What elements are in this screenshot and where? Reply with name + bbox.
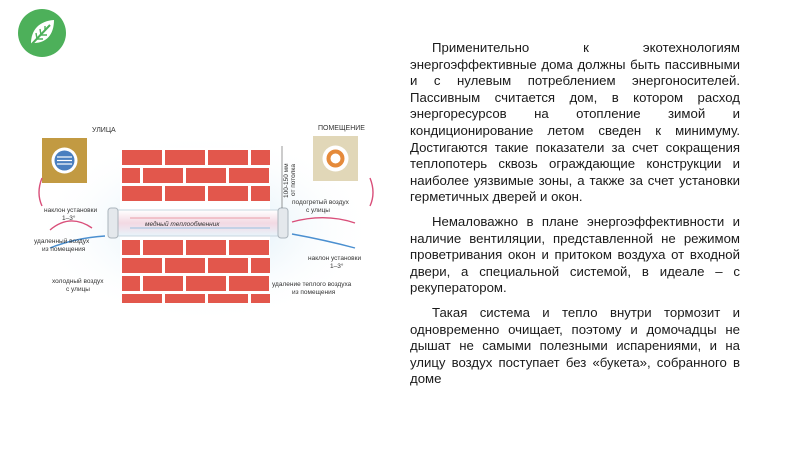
ventilation-diagram: [30, 118, 380, 318]
label-heated-1: подогретый воздух: [292, 199, 349, 206]
label-exhaust-left-1: удаленный воздух: [34, 238, 90, 245]
label-inside: ПОМЕЩЕНИЕ: [318, 125, 365, 132]
label-tilt-right-2: 1–3°: [330, 263, 344, 270]
label-cold-1: холодный воздух: [52, 278, 104, 285]
label-tilt-right-1: наклон установки: [308, 255, 362, 262]
label-exchanger: медный теплообменник: [145, 221, 220, 228]
label-dim-2: от потолка: [290, 163, 297, 196]
label-warm-exhaust-2: из помещения: [292, 289, 336, 296]
paragraph-1: Применительно к экотехнологиям энергоэффективные дома должны быть пассивными и с нулевым потреблением энергоносителей. Пассивным считается дом, в котором расход энергоресурсов на отопление зимой и кондиционирование летом сведен к минимуму. Достигаются такие показатели за счет сокращения теплопотерь сквозь ограждающие конструкции и наиболее уязвимые зоны, а также за счет установки герметичных дверей и окон.: [410, 40, 740, 205]
inside-grille-panel: [313, 136, 358, 181]
article-text: [410, 40, 740, 396]
paragraph-2: Немаловажно в плане энергоэффективности и наличие вентиляции, представленной не режимом проветривания окон и притоком воздуха от входной двери, а специальной системой, в идеале – с рекуператором.: [410, 213, 740, 296]
label-heated-2: с улицы: [306, 207, 330, 214]
label-warm-exhaust-1: удаление теплого воздуха: [272, 281, 352, 288]
label-exhaust-left-2: из помещения: [42, 246, 86, 253]
outside-grille-panel: [42, 138, 87, 183]
label-dim-1: 100-150 мм: [283, 163, 290, 198]
leaf-logo-icon: [17, 8, 67, 58]
label-tilt-left-1: наклон установки: [44, 207, 98, 214]
label-cold-2: с улицы: [66, 286, 90, 293]
paragraph-3: Такая система и тепло внутри тормозит и одновременно очищает, поэтому и домочадцы не дышат не самыми полезными испарениями, и на улицу воздух поступает без «букета», собранного в доме: [410, 304, 740, 387]
label-tilt-left-2: 1–3°: [62, 215, 76, 222]
label-outside: УЛИЦА: [92, 127, 116, 134]
